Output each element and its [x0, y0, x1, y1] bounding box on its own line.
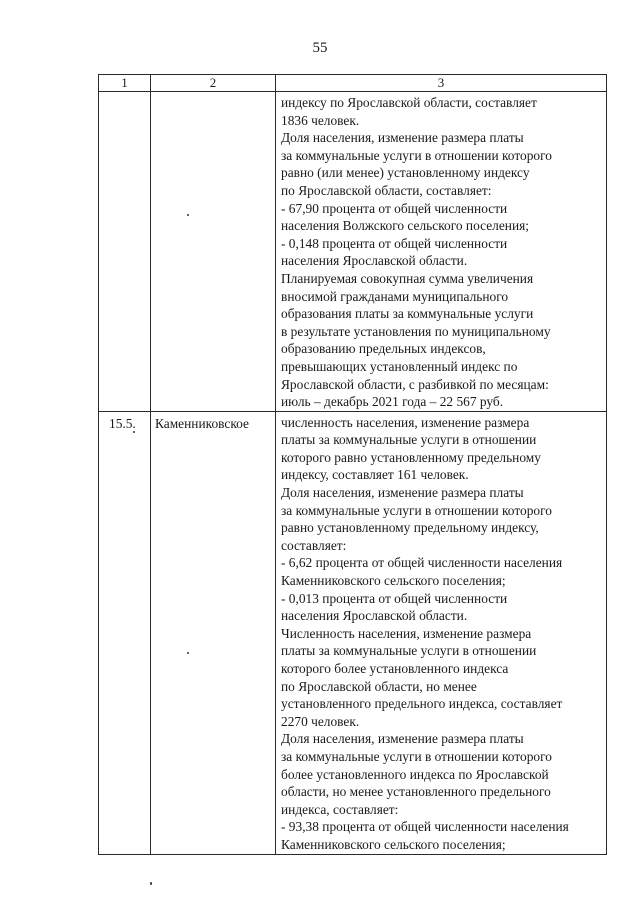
text-line: - 0,013 процента от общей численности [281, 590, 508, 606]
text-line: 1836 человек. [281, 112, 360, 128]
text-line: Доля населения, изменение размера платы [281, 485, 524, 501]
description-cell [276, 92, 607, 412]
text-line: - 67,90 процента от общей численности [281, 200, 508, 216]
scan-speck [187, 652, 189, 654]
text-line: образованию предельных индексов, [281, 341, 486, 357]
page-number: 55 [312, 40, 328, 56]
text-line: Доля населения, изменение размера платы [281, 130, 524, 146]
text-line: вносимой гражданами муниципального [281, 288, 509, 304]
text-line: образования платы за коммунальные услуги [281, 306, 534, 322]
scan-speck [150, 882, 152, 885]
text-line: Планируемая совокупная сумма увеличения [281, 270, 534, 286]
text-line: Каменниковского сельского поселения; [281, 836, 506, 852]
text-line: 2270 человек. [281, 713, 360, 729]
row-number: 15.5. [109, 415, 136, 431]
column-header-1: 1 [99, 75, 151, 92]
text-line: платы за коммунальные услуги в отношении [281, 432, 537, 448]
text-line: платы за коммунальные услуги в отношении [281, 643, 537, 659]
text-line: области, но менее установленного предельного [281, 784, 551, 800]
text-line: - 6,62 процента от общей численности населения [281, 555, 563, 571]
text-line: за коммунальные услуги в отношении которого [281, 147, 552, 163]
text-line: численность населения, изменение размера [281, 414, 530, 430]
text-line: - 0,148 процента от общей численности [281, 235, 508, 251]
text-line: которого равно установленному предельному [281, 449, 541, 465]
text-line: по Ярославской области, составляет: [281, 182, 492, 198]
text-line: составляет: [281, 537, 347, 553]
document-table [98, 74, 607, 855]
text-line: индексу, составляет 161 человек. [281, 467, 469, 483]
text-line: превышающих установленный индекс по [281, 358, 518, 374]
text-line: индекса, составляет: [281, 801, 399, 817]
text-line: - 93,38 процента от общей численности населения [281, 819, 569, 835]
text-line: Численность населения, изменение размера [281, 625, 532, 641]
text-line: установленного предельного индекса, составляет [281, 696, 563, 712]
text-line: населения Волжского сельского поселения; [281, 218, 530, 234]
column-header-3: 3 [276, 75, 607, 92]
text-line: более установленного индекса по Ярославской [281, 766, 549, 782]
table-row [99, 411, 607, 854]
column-header-2: 2 [151, 75, 276, 92]
text-line: за коммунальные услуги в отношении которого [281, 502, 552, 518]
text-line: населения Ярославской области. [281, 253, 468, 269]
table-header-row [99, 75, 607, 92]
settlement-name-cell [151, 92, 276, 412]
table-row [99, 92, 607, 412]
text-line: Доля населения, изменение размера платы [281, 731, 524, 747]
text-line: равно установленному предельному индексу, [281, 520, 539, 536]
text-line: по Ярославской области, но менее [281, 678, 477, 694]
text-line: которого более установленного индекса [281, 661, 509, 676]
text-line: июль – декабрь 2021 года – 22 567 руб. [281, 394, 504, 410]
row-number-cell [99, 411, 151, 854]
text-line: индексу по Ярославской области, составляет [281, 95, 537, 110]
text-line: населения Ярославской области. [281, 608, 468, 624]
row-number-cell [99, 92, 151, 412]
scan-speck [133, 431, 135, 433]
description-cell [276, 411, 607, 854]
text-line: Ярославской области, с разбивкой по месяцам: [281, 376, 549, 392]
scan-speck [187, 214, 189, 216]
settlement-name-cell [151, 411, 276, 854]
settlement-name: Каменниковское [155, 415, 249, 431]
text-line: за коммунальные услуги в отношении которого [281, 748, 552, 764]
text-line: Каменниковского сельского поселения; [281, 573, 506, 589]
text-line: равно (или менее) установленному индексу [281, 165, 530, 181]
text-line: в результате установления по муниципальному [281, 323, 551, 339]
